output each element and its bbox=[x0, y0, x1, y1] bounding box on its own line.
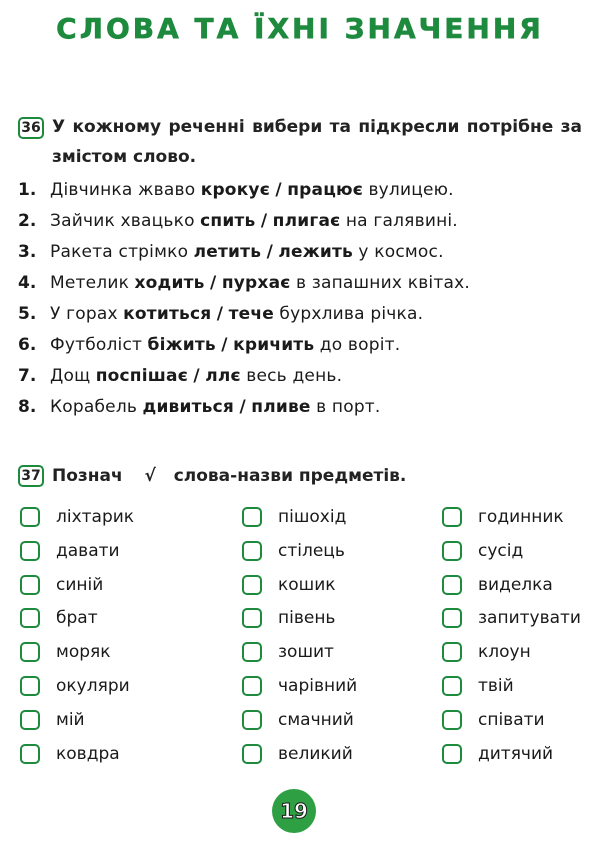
exercise-37-instruction bbox=[52, 464, 406, 488]
option-word-1[interactable]: дивиться bbox=[142, 397, 235, 417]
checkbox[interactable] bbox=[442, 608, 462, 628]
word-label: співати bbox=[478, 709, 545, 730]
word-label: дитячий bbox=[478, 743, 554, 764]
page-title: СЛОВА ТА ЇХНІ ЗНАЧЕННЯ bbox=[56, 12, 544, 45]
exercise-36-sentences bbox=[18, 175, 470, 423]
option-word-2[interactable]: кричить bbox=[233, 335, 315, 355]
instruction-before: Познач bbox=[52, 466, 123, 486]
option-word-1[interactable]: біжить bbox=[147, 335, 216, 355]
sentence-number: 3. bbox=[18, 242, 37, 262]
word-label: твій bbox=[478, 675, 514, 696]
checkbox[interactable] bbox=[442, 507, 462, 527]
word-label: мій bbox=[56, 709, 85, 730]
word-label: запитувати bbox=[478, 608, 581, 629]
sentence-number: 2. bbox=[18, 211, 37, 231]
checkbox[interactable] bbox=[20, 642, 40, 662]
sentence-row bbox=[18, 268, 470, 299]
checkbox[interactable] bbox=[442, 710, 462, 730]
option-word-1[interactable]: спить bbox=[200, 211, 256, 231]
word-label: годинник bbox=[478, 507, 564, 527]
word-label: клоун bbox=[478, 642, 531, 663]
sentence-end: на галявині. bbox=[345, 211, 458, 231]
sentence-start: Корабель bbox=[50, 397, 138, 417]
word-label: півень bbox=[278, 608, 336, 629]
word-label: кошик bbox=[278, 574, 336, 595]
sentence-start: Футболіст bbox=[50, 335, 143, 355]
checkbox[interactable] bbox=[442, 676, 462, 696]
option-word-1[interactable]: летить bbox=[193, 242, 262, 262]
checkbox[interactable] bbox=[242, 642, 262, 662]
checkbox[interactable] bbox=[442, 541, 462, 561]
checkbox[interactable] bbox=[242, 710, 262, 730]
sentence-row bbox=[18, 361, 470, 392]
sentence-number: 8. bbox=[18, 397, 37, 417]
sentence-end: вулицею. bbox=[368, 180, 454, 200]
word-label: синій bbox=[56, 574, 104, 595]
word-label: брат bbox=[56, 608, 98, 629]
word-label: великий bbox=[278, 743, 353, 764]
word-label: ліхтарик bbox=[56, 507, 135, 527]
option-word-2[interactable]: плигає bbox=[272, 211, 341, 231]
word-label: виделка bbox=[478, 574, 553, 595]
sentence-end: в запашних квітах. bbox=[295, 273, 470, 293]
check-mark-icon: √ bbox=[144, 466, 156, 486]
exercise-37-number: 37 bbox=[18, 465, 44, 487]
exercise-36-number: 36 bbox=[18, 117, 44, 139]
checkbox[interactable] bbox=[242, 608, 262, 628]
option-word-1[interactable]: крокує bbox=[200, 180, 270, 200]
option-separator: / bbox=[209, 273, 217, 293]
sentence-end: бурхлива річка. bbox=[279, 304, 424, 324]
option-word-1[interactable]: котиться bbox=[123, 304, 212, 324]
option-separator: / bbox=[275, 180, 282, 200]
sentence-row bbox=[18, 299, 470, 330]
option-separator: / bbox=[266, 242, 273, 262]
option-separator: / bbox=[221, 335, 228, 355]
checkbox[interactable] bbox=[20, 676, 40, 696]
option-word-1[interactable]: ходить bbox=[134, 273, 205, 293]
option-separator: / bbox=[193, 366, 200, 386]
sentence-start: Зайчик хвацько bbox=[50, 211, 195, 231]
sentence-row bbox=[18, 206, 470, 237]
sentence-number: 5. bbox=[18, 304, 37, 324]
option-word-2[interactable]: лежить bbox=[278, 242, 354, 262]
checkbox[interactable] bbox=[242, 507, 262, 527]
word-label: пішохід bbox=[278, 507, 347, 527]
page-number: 19 bbox=[272, 789, 316, 833]
word-label: давати bbox=[56, 540, 120, 561]
sentence-start: Дощ bbox=[50, 366, 91, 386]
sentence-start: Ракета стрімко bbox=[50, 242, 189, 262]
instruction-after: слова-назви предметів. bbox=[173, 466, 407, 486]
checkbox[interactable] bbox=[242, 541, 262, 561]
sentence-end: в порт. bbox=[316, 397, 381, 417]
checkbox[interactable] bbox=[20, 507, 40, 527]
checkbox[interactable] bbox=[20, 744, 40, 764]
option-word-2[interactable]: працює bbox=[287, 180, 364, 200]
sentence-end: весь день. bbox=[246, 366, 343, 386]
option-word-2[interactable]: тече bbox=[228, 304, 274, 324]
sentence-start: Дівчинка жваво bbox=[50, 180, 196, 200]
sentence-row bbox=[18, 175, 470, 206]
checkbox[interactable] bbox=[442, 744, 462, 764]
sentence-number: 1. bbox=[18, 180, 37, 200]
word-label: окуляри bbox=[56, 675, 130, 696]
checkbox[interactable] bbox=[242, 575, 262, 595]
checkbox[interactable] bbox=[20, 608, 40, 628]
sentence-number: 4. bbox=[18, 273, 37, 293]
word-label: стілець bbox=[278, 540, 345, 561]
option-word-2[interactable]: пливе bbox=[251, 397, 311, 417]
option-separator: / bbox=[239, 397, 246, 417]
sentence-start: У горах bbox=[50, 304, 118, 324]
word-label: чарівний bbox=[278, 675, 358, 696]
checkbox[interactable] bbox=[242, 676, 262, 696]
word-label: ковдра bbox=[56, 743, 120, 764]
sentence-number: 6. bbox=[18, 335, 37, 355]
option-word-2[interactable]: пурхає bbox=[221, 273, 291, 293]
option-separator: / bbox=[216, 304, 224, 324]
sentence-row bbox=[18, 330, 470, 361]
word-label: зошит bbox=[278, 642, 334, 663]
checkbox[interactable] bbox=[20, 710, 40, 730]
sentence-row bbox=[18, 392, 470, 423]
sentence-end: до воріт. bbox=[319, 335, 401, 355]
sentence-number: 7. bbox=[18, 366, 37, 386]
option-word-1[interactable]: поспішає bbox=[95, 366, 188, 386]
option-word-2[interactable]: ллє bbox=[205, 366, 241, 386]
exercise-36-instruction: У кожному реченні вибери та підкресли потрібне за змістом слово. bbox=[52, 117, 582, 167]
checkbox[interactable] bbox=[20, 541, 40, 561]
sentence-start: Метелик bbox=[50, 273, 130, 293]
checkbox[interactable] bbox=[242, 744, 262, 764]
word-label: смачний bbox=[278, 709, 354, 730]
sentence-end: у космос. bbox=[358, 242, 444, 262]
word-label: сусід bbox=[478, 540, 524, 561]
sentence-row bbox=[18, 237, 470, 268]
option-separator: / bbox=[260, 211, 268, 231]
checkbox[interactable] bbox=[20, 575, 40, 595]
checkbox[interactable] bbox=[442, 575, 462, 595]
word-label: моряк bbox=[56, 642, 111, 663]
checkbox[interactable] bbox=[442, 642, 462, 662]
